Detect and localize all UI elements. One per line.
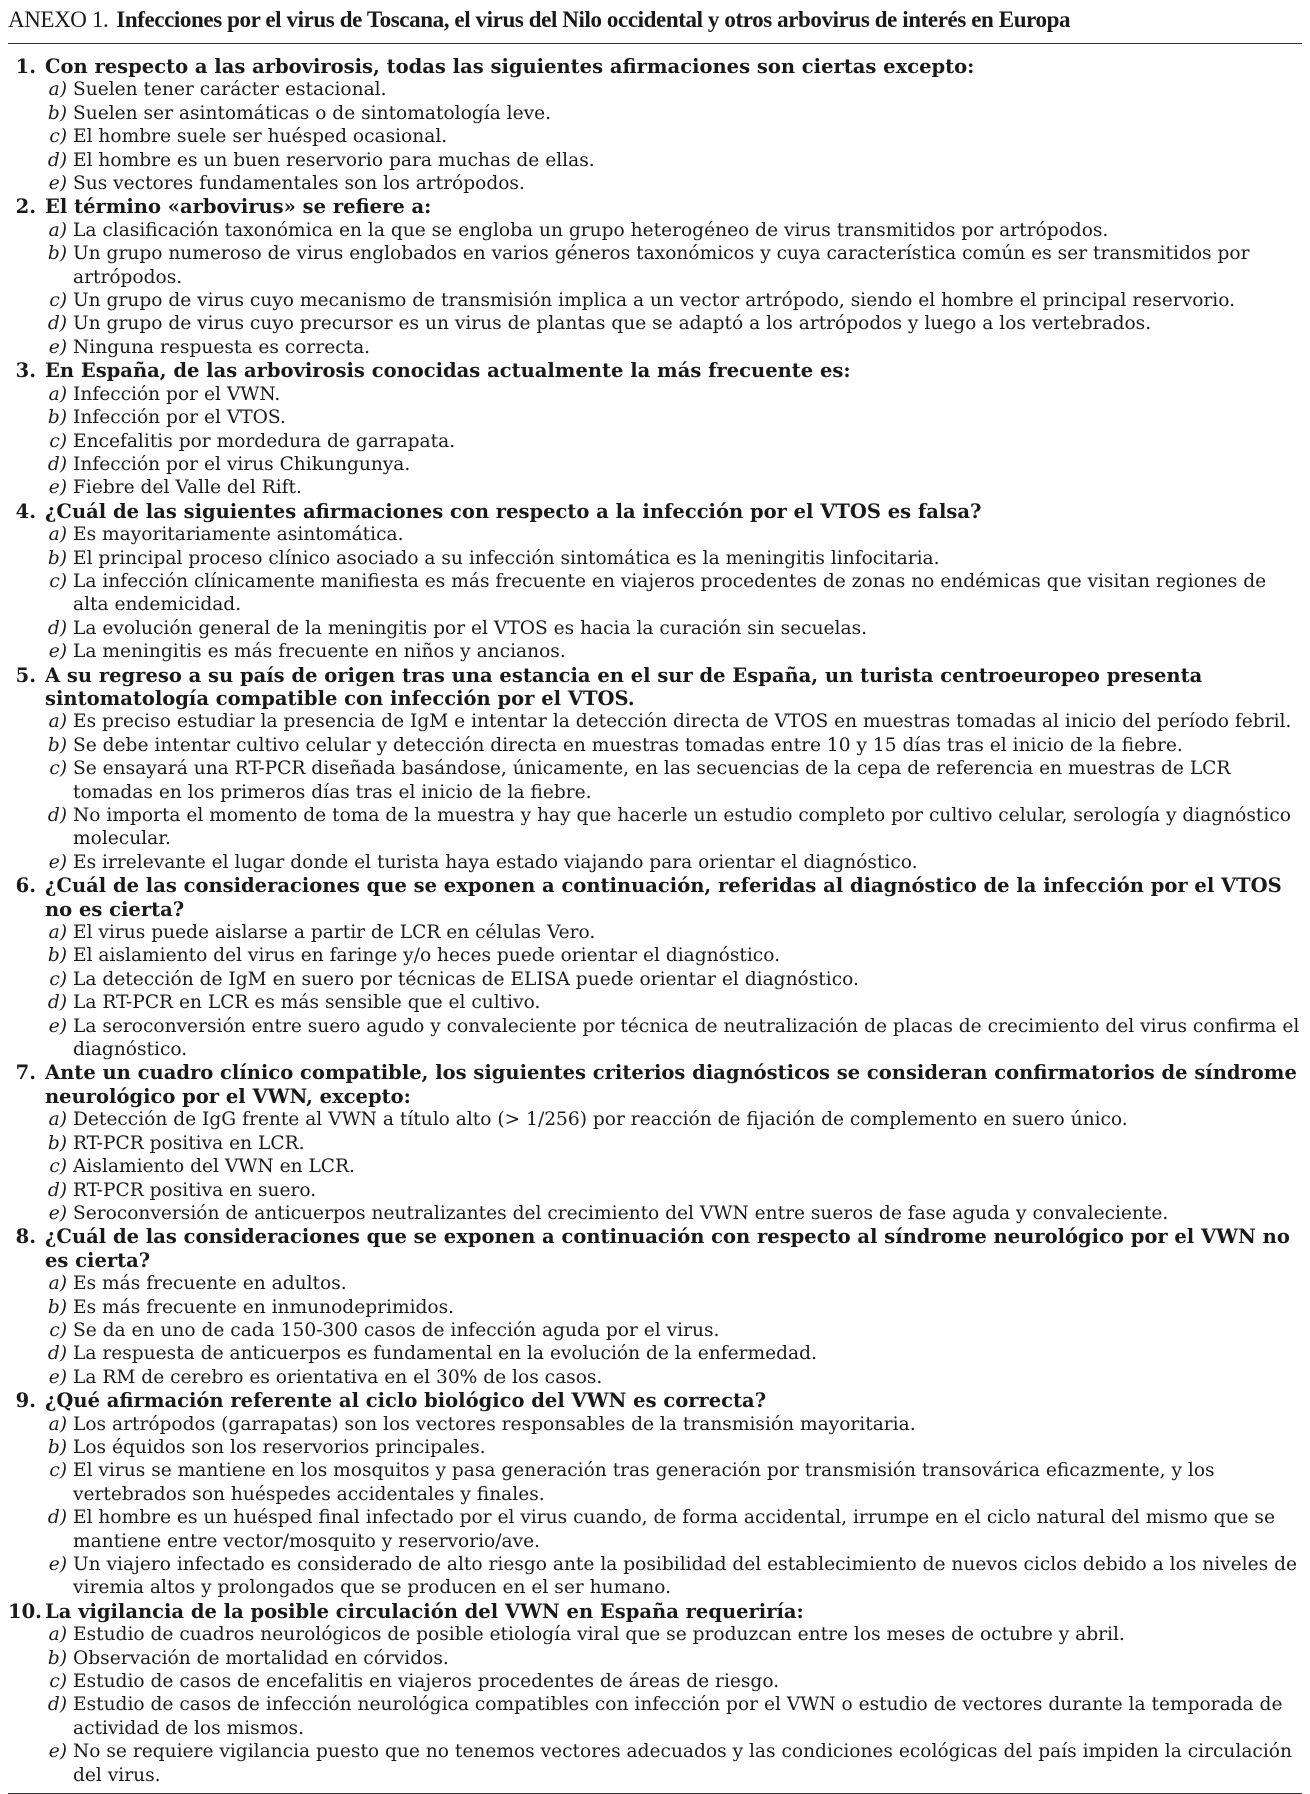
question-list [8,55,1302,1787]
option-letter: b) [47,102,67,124]
option-text: Estudio de cuadros neurológicos de posible etiología viral que se produzcan entre los meses de octubre y abril. [73,1624,1125,1646]
option-letter: b) [47,407,67,429]
option-letter: a) [48,1273,67,1295]
option-letter: e) [48,641,67,663]
answer-option [8,1740,1302,1787]
option-letter: c) [49,968,67,990]
option-text: La detección de IgM en suero por técnicas de ELISA puede orientar el diagnóstico. [73,968,859,990]
option-letter: d) [47,992,67,1014]
option-letter: c) [49,570,67,592]
option-letter: e) [48,336,67,358]
option-text: Es preciso estudiar la presencia de IgM e intentar la detección directa de VTOS en muestras tomadas al inicio del período febril. [73,711,1292,733]
option-letter: c) [49,1671,67,1693]
option-text: El aislamiento del virus en faringe y/o heces puede orientar el diagnóstico. [73,945,780,967]
answer-option [8,1342,1302,1365]
answer-option [8,1132,1302,1155]
option-letter: c) [49,290,67,312]
option-text: Se debe intentar cultivo celular y detección directa en muestras tomadas entre 10 y 15 días tras el inicio de la fiebre. [73,734,1183,756]
answer-option [8,289,1302,312]
question-10 [8,1600,1302,1787]
option-text: Infección por el VWN. [73,383,281,405]
answer-option [8,968,1302,991]
option-text: Ninguna respuesta es correcta. [73,336,371,358]
answer-option [8,1413,1302,1436]
option-text: Aislamiento del VWN en LCR. [73,1156,355,1178]
option-text: La RM de cerebro es orientativa en el 30% de los casos. [73,1366,603,1388]
option-letter: b) [47,547,67,569]
annex-label: ANEXO 1. [8,7,109,32]
answer-option [8,1015,1302,1062]
answer-option [8,1506,1302,1553]
answer-option [8,1179,1302,1202]
option-letter: d) [47,149,67,171]
option-text: El virus puede aislarse a partir de LCR en células Vero. [73,922,596,944]
option-text: Infección por el VTOS. [73,407,286,429]
option-text: Es más frecuente en adultos. [73,1273,347,1295]
option-text: La respuesta de anticuerpos es fundamental en la evolución de la enfermedad. [73,1343,817,1365]
question-number: 5. [15,663,36,687]
option-letter: a) [48,524,67,546]
question-text: En España, de las arbovirosis conocidas actualmente la más frecuente es: [45,359,851,383]
option-letter: e) [48,1015,67,1037]
option-text: Es más frecuente en inmunodeprimidos. [73,1296,455,1318]
option-letter: e) [48,1741,67,1763]
question-6 [8,874,1302,1061]
answer-option [8,1108,1302,1131]
option-text: Observación de mortalidad en córvidos. [73,1647,449,1669]
option-letter: e) [48,173,67,195]
question-stem [8,664,1302,711]
option-text: No se requiere vigilancia puesto que no tenemos vectores adecuados y las condiciones ecológicas del país impiden la circulación del virus. [73,1741,1292,1786]
question-text: ¿Cuál de las consideraciones que se exponen a continuación, referidas al diagnóstico de la infección por el VTOS no es cierta? [45,874,1282,921]
option-text: Infección por el virus Chikungunya. [73,453,411,475]
option-letter: a) [48,1109,67,1131]
option-text: Un grupo de virus cuyo precursor es un virus de plantas que se adaptó a los artrópodos y luego a los vertebrados. [73,313,1152,335]
answer-option [8,1670,1302,1693]
option-letter: a) [48,383,67,405]
answer-option [8,219,1302,242]
question-number: 6. [15,874,36,898]
option-text: Un grupo de virus cuyo mecanismo de transmisión implica a un vector artrópodo, siendo el hombre el principal reservorio. [73,290,1236,312]
option-text: RT-PCR positiva en suero. [73,1179,317,1201]
top-rule [8,43,1302,44]
question-text: Con respecto a las arbovirosis, todas las siguientes afirmaciones son ciertas excepto: [45,55,975,78]
option-text: El hombre es un huésped final infectado por el virus cuando, de forma accidental, irrumpe en el ciclo natural del mismo que se mantiene entre vector/mosquito y reservorio/ave. [73,1507,1275,1552]
option-text: El hombre suele ser huésped ocasional. [73,126,448,148]
answer-option [8,710,1302,733]
option-text: Encefalitis por mordedura de garrapata. [73,430,456,452]
option-letter: b) [47,243,67,265]
question-number: 1. [15,55,36,78]
option-letter: a) [48,922,67,944]
option-text: Es mayoritariamente asintomática. [73,524,404,546]
question-number: 10. [8,1599,42,1623]
answer-option [8,757,1302,804]
option-list [8,1623,1302,1787]
question-text: El término «arbovirus» se refiere a: [45,195,432,219]
question-stem [8,55,1302,78]
answer-option [8,476,1302,499]
option-letter: b) [47,945,67,967]
answer-option [8,570,1302,617]
option-letter: d) [47,1507,67,1529]
option-list [8,1108,1302,1225]
option-text: Fiebre del Valle del Rift. [73,477,302,499]
option-letter: d) [47,1179,67,1201]
question-4 [8,500,1302,664]
question-number: 8. [15,1225,36,1249]
option-text: La evolución general de la meningitis por el VTOS es hacia la curación sin secuelas. [73,617,868,639]
answer-option [8,1623,1302,1646]
option-letter: d) [47,805,67,826]
option-letter: a) [48,219,67,241]
answer-option [8,1202,1302,1225]
option-letter: b) [47,1296,67,1318]
answer-option [8,406,1302,429]
option-letter: c) [49,430,67,452]
question-2 [8,195,1302,359]
answer-option [8,1366,1302,1389]
option-letter: e) [48,851,67,873]
option-text: Suelen ser asintomáticas o de sintomatología leve. [73,102,551,124]
answer-option [8,149,1302,172]
option-text: El virus se mantiene en los mosquitos y pasa generación tras generación por transmisión transovárica eficazmente, y los vertebrados son huéspedes accidentales y finales. [73,1460,1215,1505]
answer-option [8,336,1302,359]
option-list [8,1413,1302,1600]
question-9 [8,1389,1302,1600]
answer-option [8,547,1302,570]
option-text: La infección clínicamente manifiesta es más frecuente en viajeros procedentes de zonas no endémicas que visitan regiones de alta endemicidad. [73,570,1267,616]
option-letter: a) [48,711,67,733]
option-text: Se da en uno de cada 150-300 casos de infección aguda por el virus. [73,1319,720,1341]
option-text: Estudio de casos de infección neurológica compatibles con infección por el VWN o estudio de vectores durante la temporada de actividad de los mismos. [73,1694,1283,1739]
option-text: La seroconversión entre suero agudo y convaleciente por técnica de neutralización de placas de crecimiento del virus confirma el diagnóstico. [73,1015,1300,1061]
option-text: El principal proceso clínico asociado a su infección sintomática es la meningitis linfocitaria. [73,547,940,569]
question-5 [8,664,1302,875]
option-text: La meningitis es más frecuente en niños y ancianos. [73,641,566,663]
question-stem [8,874,1302,921]
option-list [8,710,1302,874]
answer-option [8,734,1302,757]
option-letter: d) [47,1343,67,1365]
option-text: Un grupo numeroso de virus englobados en varios géneros taxonómicos y cuya característica común es ser transmitidos por artrópodos. [73,243,1250,288]
answer-option [8,991,1302,1014]
answer-option [8,944,1302,967]
answer-option [8,1155,1302,1178]
answer-option [8,804,1302,851]
answer-option [8,851,1302,874]
question-8 [8,1225,1302,1389]
answer-option [8,312,1302,335]
answer-option [8,1436,1302,1459]
option-text: Estudio de casos de encefalitis en viajeros procedentes de áreas de riesgo. [73,1671,780,1693]
question-number: 4. [15,499,36,523]
option-text: No importa el momento de toma de la muestra y hay que hacerle un estudio completo por cultivo celular, serología y diagnóstico molecular. [73,805,1291,850]
annex-title: Infecciones por el virus de Toscana, el virus del Nilo occidental y otros arbovirus de interés en Europa [116,7,1071,32]
answer-option [8,78,1302,101]
question-stem [8,359,1302,382]
option-letter: e) [48,1366,67,1388]
option-letter: d) [47,1694,67,1716]
answer-option [8,383,1302,406]
option-letter: c) [49,1460,67,1482]
option-letter: d) [47,617,67,639]
question-stem [8,1600,1302,1623]
question-text: ¿Qué afirmación referente al ciclo biológico del VWN es correcta? [45,1389,767,1413]
option-letter: b) [47,1436,67,1458]
option-list [8,523,1302,663]
answer-option [8,1459,1302,1506]
option-letter: c) [49,126,67,148]
option-letter: c) [49,1156,67,1178]
answer-option [8,617,1302,640]
question-stem [8,1389,1302,1412]
question-text: La vigilancia de la posible circulación del VWN en España requeriría: [45,1599,804,1623]
option-list [8,219,1302,359]
answer-option [8,523,1302,546]
question-text: Ante un cuadro clínico compatible, los siguientes criterios diagnósticos se consideran confirmatorios de síndrome neurológico por el VWN, excepto: [45,1061,1297,1108]
option-text: La clasificación taxonómica en la que se engloba un grupo heterogéneo de virus transmitidos por artrópodos. [73,219,1109,241]
question-text: ¿Cuál de las siguientes afirmaciones con respecto a la infección por el VTOS es falsa? [45,499,982,523]
question-stem [8,195,1302,218]
answer-option [8,1319,1302,1342]
option-text: Sus vectores fundamentales son los artrópodos. [73,173,525,195]
option-text: Los artrópodos (garrapatas) son los vectores responsables de la transmisión mayoritaria. [73,1413,916,1435]
question-stem [8,1225,1302,1272]
option-text: Seroconversión de anticuerpos neutralizantes del crecimiento del VWN entre sueros de fase aguda y convaleciente. [73,1202,1169,1224]
option-text: La RT-PCR en LCR es más sensible que el cultivo. [73,992,541,1014]
option-letter: b) [47,1647,67,1669]
answer-option [8,921,1302,944]
option-list [8,383,1302,500]
option-letter: a) [48,1413,67,1435]
option-text: Detección de IgG frente al VWN a título alto (> 1/256) por reacción de fijación de complemento en suero único. [73,1109,1128,1131]
answer-option [8,430,1302,453]
answer-option [8,453,1302,476]
question-number: 3. [15,359,36,383]
option-letter: b) [47,734,67,756]
option-text: Se ensayará una RT-PCR diseñada basándose, únicamente, en las secuencias de la cepa de referencia en muestras de LCR tomadas en los primeros días tras el inicio de la fiebre. [73,758,1231,803]
question-stem [8,500,1302,523]
answer-option [8,172,1302,195]
question-stem [8,1061,1302,1108]
question-7 [8,1061,1302,1225]
option-list [8,1272,1302,1389]
option-list [8,921,1302,1061]
option-text: Un viajero infectado es considerado de alto riesgo ante la posibilidad del establecimiento de nuevos ciclos debido a los niveles de viremia altos y prolongados que se producen en el ser humano. [73,1554,1297,1599]
question-number: 2. [15,195,36,219]
answer-option [8,125,1302,148]
question-text: ¿Cuál de las consideraciones que se exponen a continuación con respecto al síndrome neurológico por el VWN no es cierta? [45,1225,1290,1272]
answer-option [8,1647,1302,1670]
option-letter: e) [48,1554,67,1575]
option-text: Suelen tener carácter estacional. [73,79,387,101]
answer-option [8,102,1302,125]
option-list [8,78,1302,195]
option-text: El hombre es un buen reservorio para muchas de ellas. [73,149,595,171]
document-page [8,0,1302,1794]
answer-option [8,242,1302,289]
option-letter: a) [48,1624,67,1646]
answer-option [8,1553,1302,1600]
question-text: A su regreso a su país de origen tras una estancia en el sur de España, un turista centroeuropeo presenta sintomatología compatible con infección por el VTOS. [45,663,1203,710]
option-letter: e) [48,1202,67,1224]
question-3 [8,359,1302,499]
option-letter: b) [47,1132,67,1154]
option-letter: c) [49,758,67,780]
question-1 [8,55,1302,195]
question-number: 9. [15,1389,36,1413]
option-letter: e) [48,477,67,499]
option-text: Los équidos son los reservorios principales. [73,1436,486,1458]
question-number: 7. [15,1061,36,1085]
option-text: Es irrelevante el lugar donde el turista haya estado viajando para orientar el diagnóstico. [73,851,918,873]
option-letter: a) [48,79,67,101]
option-text: RT-PCR positiva en LCR. [73,1132,305,1154]
option-letter: c) [49,1319,67,1341]
answer-option [8,640,1302,663]
option-letter: d) [47,313,67,335]
option-letter: d) [47,453,67,475]
annex-header [8,0,1302,40]
answer-option [8,1272,1302,1295]
answer-option [8,1296,1302,1319]
answer-option [8,1693,1302,1740]
